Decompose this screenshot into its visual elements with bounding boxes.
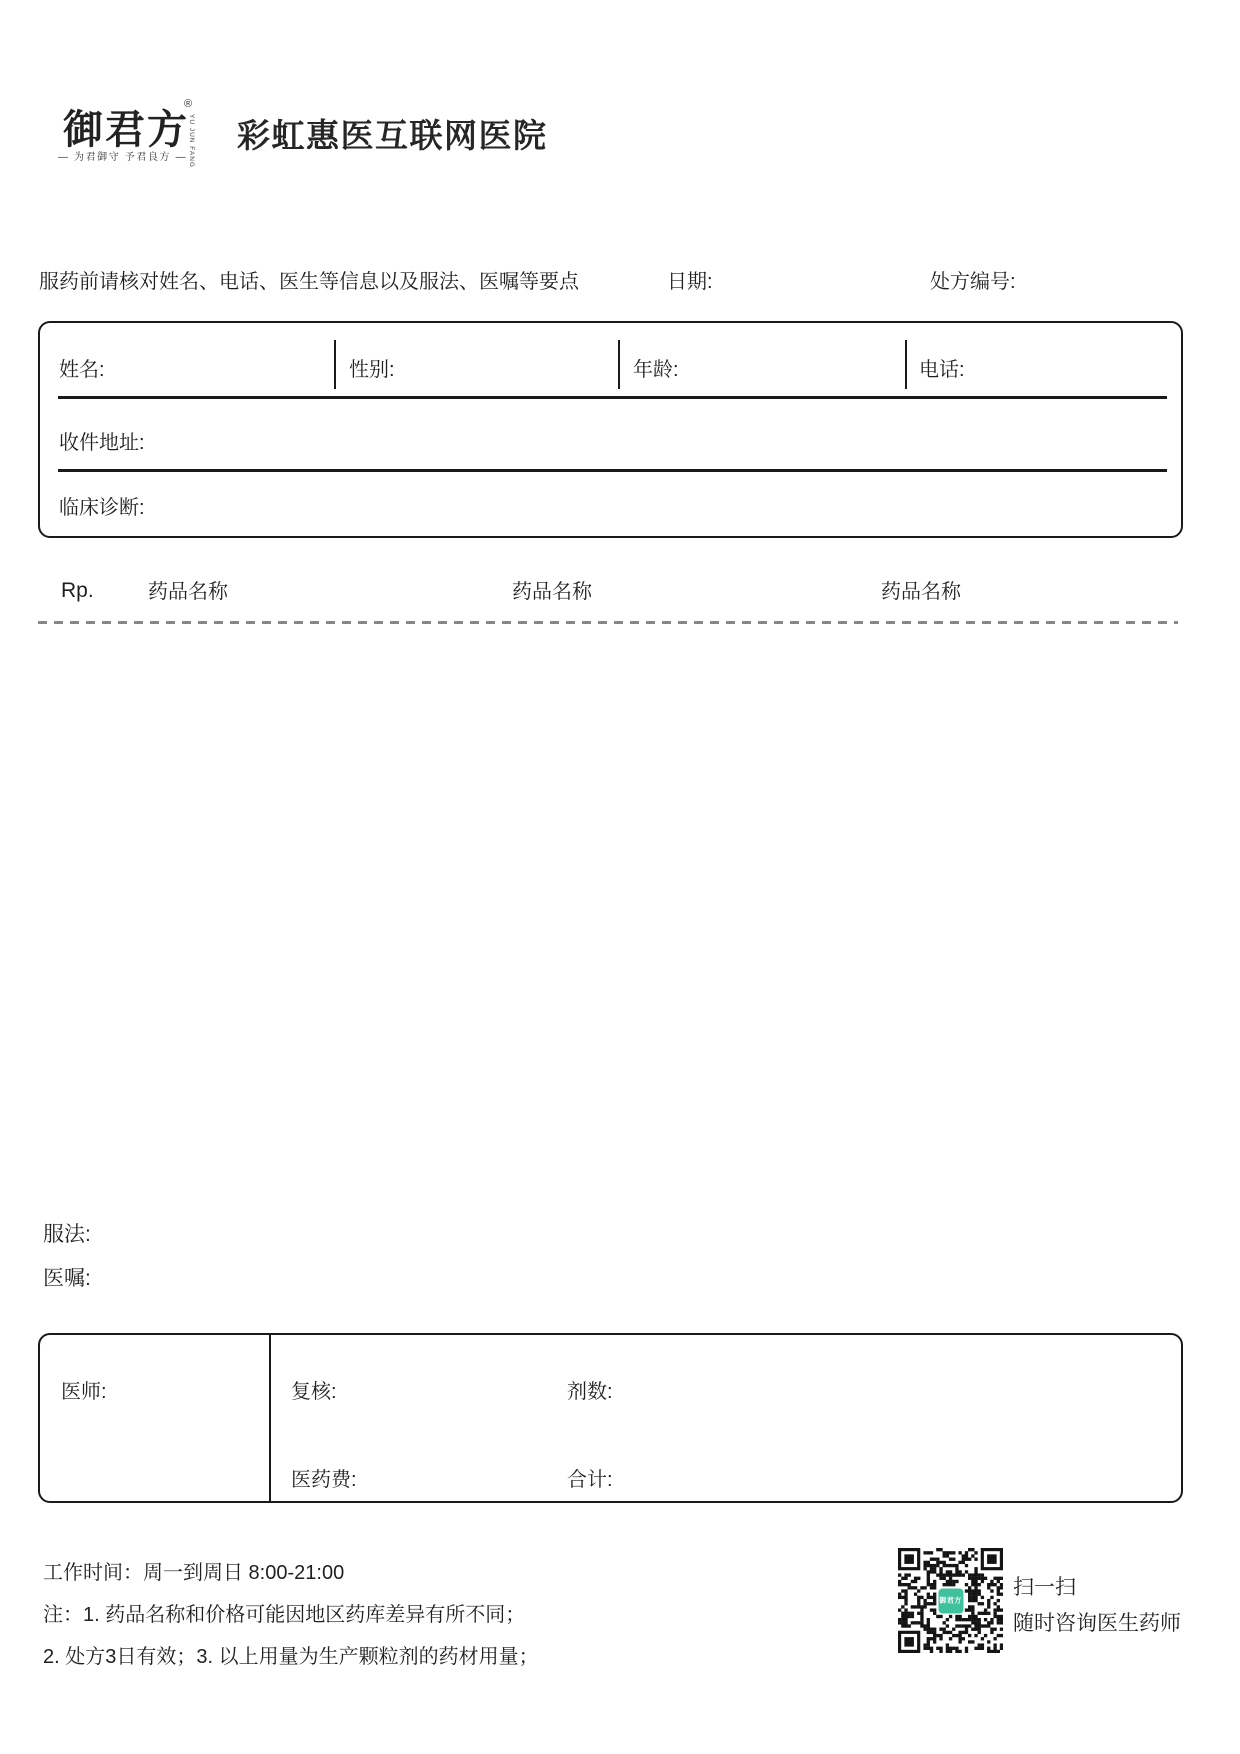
row-divider — [58, 469, 1167, 472]
column-divider — [905, 340, 907, 389]
drug-name-column-header: 药品名称 — [881, 581, 961, 603]
medical-fee-label: 医药费: — [291, 1469, 357, 1491]
column-divider — [334, 340, 336, 389]
name-label: 姓名: — [59, 359, 105, 381]
address-label: 收件地址: — [59, 432, 145, 454]
hospital-name: 彩虹惠医互联网医院 — [237, 117, 548, 154]
diagnosis-label: 临床诊断: — [59, 497, 145, 519]
column-divider — [269, 1335, 271, 1501]
gender-label: 性别: — [349, 359, 395, 381]
prescription-number-label: 处方编号: — [930, 271, 1016, 293]
brand-logo-pinyin: YU JUN FANG — [188, 114, 195, 168]
doctor-label: 医师: — [61, 1381, 107, 1403]
footer-note-2: 2. 处方3日有效；3. 以上用量为生产颗粒剂的药材用量； — [43, 1646, 539, 1668]
work-time-note: 工作时间：周一到周日 8:00-21:00 — [43, 1562, 345, 1584]
scan-caption: 随时咨询医生药师 — [1013, 1612, 1181, 1635]
drug-name-column-header: 药品名称 — [512, 581, 592, 603]
reviewer-label: 复核: — [291, 1381, 337, 1403]
dose-count-label: 剂数: — [567, 1381, 613, 1403]
dashed-separator — [38, 621, 1178, 624]
rp-label: Rp. — [61, 579, 94, 602]
date-label: 日期: — [667, 271, 713, 293]
phone-label: 电话: — [919, 359, 965, 381]
qr-center-logo-badge: 御君方 — [937, 1587, 964, 1614]
usage-method-label: 服法: — [43, 1223, 91, 1246]
registered-mark: ® — [184, 98, 193, 110]
column-divider — [618, 340, 620, 389]
row-divider — [58, 396, 1167, 399]
brand-logo-text: 御君方 — [63, 106, 189, 153]
patient-info-box — [38, 321, 1183, 538]
doctor-advice-label: 医嘱: — [43, 1267, 91, 1290]
drug-name-column-header: 药品名称 — [148, 581, 228, 603]
age-label: 年龄: — [633, 359, 679, 381]
signoff-box — [38, 1333, 1183, 1503]
scan-me-label: 扫一扫 — [1013, 1576, 1076, 1599]
check-info-notice: 服药前请核对姓名、电话、医生等信息以及服法、医嘱等要点 — [39, 271, 579, 293]
brand-tagline: — 为君御守 予君良方 — — [58, 152, 188, 163]
footer-note-1: 注：1. 药品名称和价格可能因地区药库差异有所不同； — [43, 1604, 526, 1626]
total-label: 合计: — [567, 1469, 613, 1491]
qr-code — [898, 1548, 1003, 1653]
